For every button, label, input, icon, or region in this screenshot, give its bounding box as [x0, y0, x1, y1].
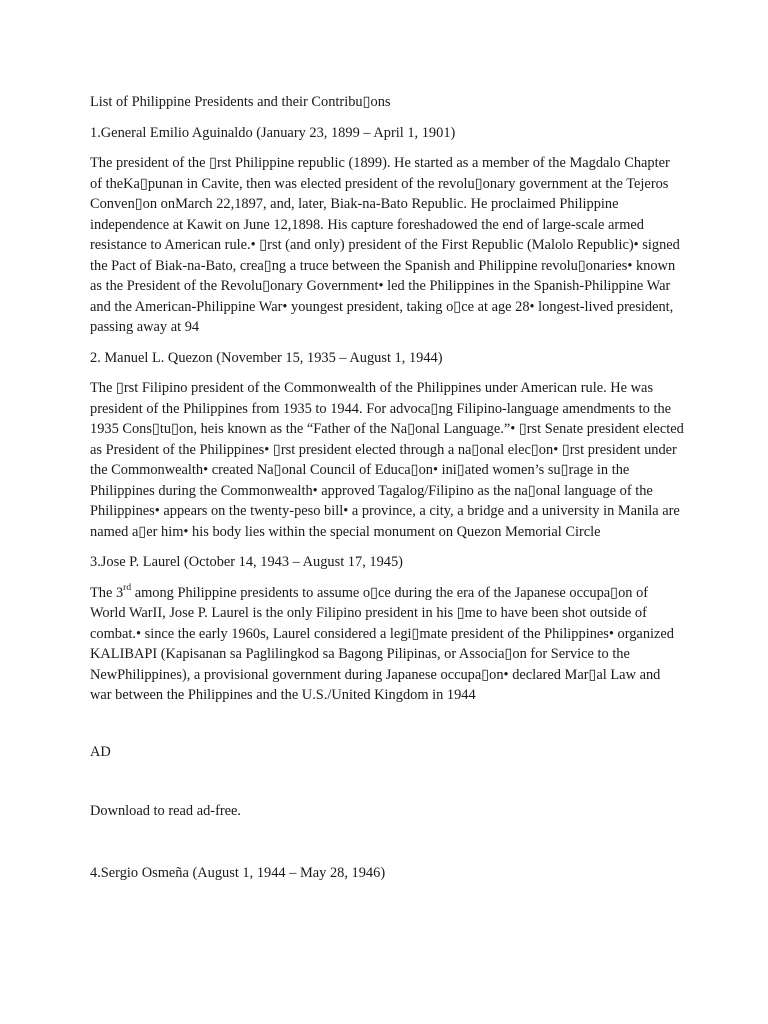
document-page	[90, 92, 685, 883]
laurel-body-pre: The 3	[90, 584, 124, 601]
ad-free-download-link[interactable]: Download to read ad-free.	[90, 803, 242, 819]
laurel-body-sup: rd	[123, 582, 132, 593]
section-body-laurel	[90, 583, 685, 706]
laurel-body-post: among Philippine presidents to assume o▯ce during the era of the Japanese occupa▯on of World WarII, Jose P. Laurel is the only Filipino president in his ▯me to have been shot outside of combat.• since the early 1960s, Laurel considered a legi▯mate president of the Philippines• organized KALIBAPI (Kapisanan sa Paglilingkod sa Bagong Pilipinas, or Associa▯on for Service to the NewPhilippines), a provisional government during Japanese occupa▯on• declared Mar▯al Law and war between the Philippines and the U.S./United Kingdom in 1944	[90, 584, 674, 703]
section-body-aguinaldo: The president of the ▯rst Philippine republic (1899). He started as a member of the Magdalo Chapter of theKa▯punan in Cavite, then was elected president of the revolu▯onary government at the Tejeros Conven▯on onMarch 22,1897, and, later, Biak-na-Bato Republic. He proclaimed Philippine independence at Kawit on June 12,1898. His capture foreshadowed the end of large-scale armed resistance to American rule.• ▯rst (and only) president of the First Republic (Malolo Republic)• signed the Pact of Biak-na-Bato, crea▯ng a truce between the Spanish and Philippine revolu▯onaries• known as the President of the Revolu▯onary Government• led the Philippines in the Spanish-Philippine War and the American-Philippine War• youngest president, taking o▯ce at age 28• longest-lived president, passing away at 94	[90, 155, 680, 335]
section-body-quezon: The ▯rst Filipino president of the Commonwealth of the Philippines under American rule. He was president of the Philippines from 1935 to 1944. For advoca▯ng Filipino-language amendments to the 1935 Cons▯tu▯on, heis known as the “Father of the Na▯onal Language.”• ▯rst Senate president elected as President of the Philippines• ▯rst president elected through a na▯onal elec▯on• ▯rst president under the Commonwealth• created Na▯onal Council of Educa▯on• ini▯ated women’s su▯rage in the Philippines during the Commonwealth• approved Tagalog/Filipino as the na▯onal language of the Philippines• appears on the twenty-peso bill• a province, a city, a bridge and a university in Manila are named a▯er him• his body lies within the special monument on Quezon Memorial Circle	[90, 380, 684, 540]
section-heading-aguinaldo: 1.General Emilio Aguinaldo (January 23, 1899 – April 1, 1901)	[90, 124, 456, 141]
section-heading-quezon: 2. Manuel L. Quezon (November 15, 1935 – August 1, 1944)	[90, 349, 443, 366]
document-title: List of Philippine Presidents and their Contribu▯ons	[90, 94, 391, 110]
ad-label: AD	[90, 743, 111, 760]
section-heading-osmena: 4.Sergio Osmeña (August 1, 1944 – May 28, 1946)	[90, 864, 386, 881]
section-heading-laurel: 3.Jose P. Laurel (October 14, 1943 – August 17, 1945)	[90, 554, 403, 570]
